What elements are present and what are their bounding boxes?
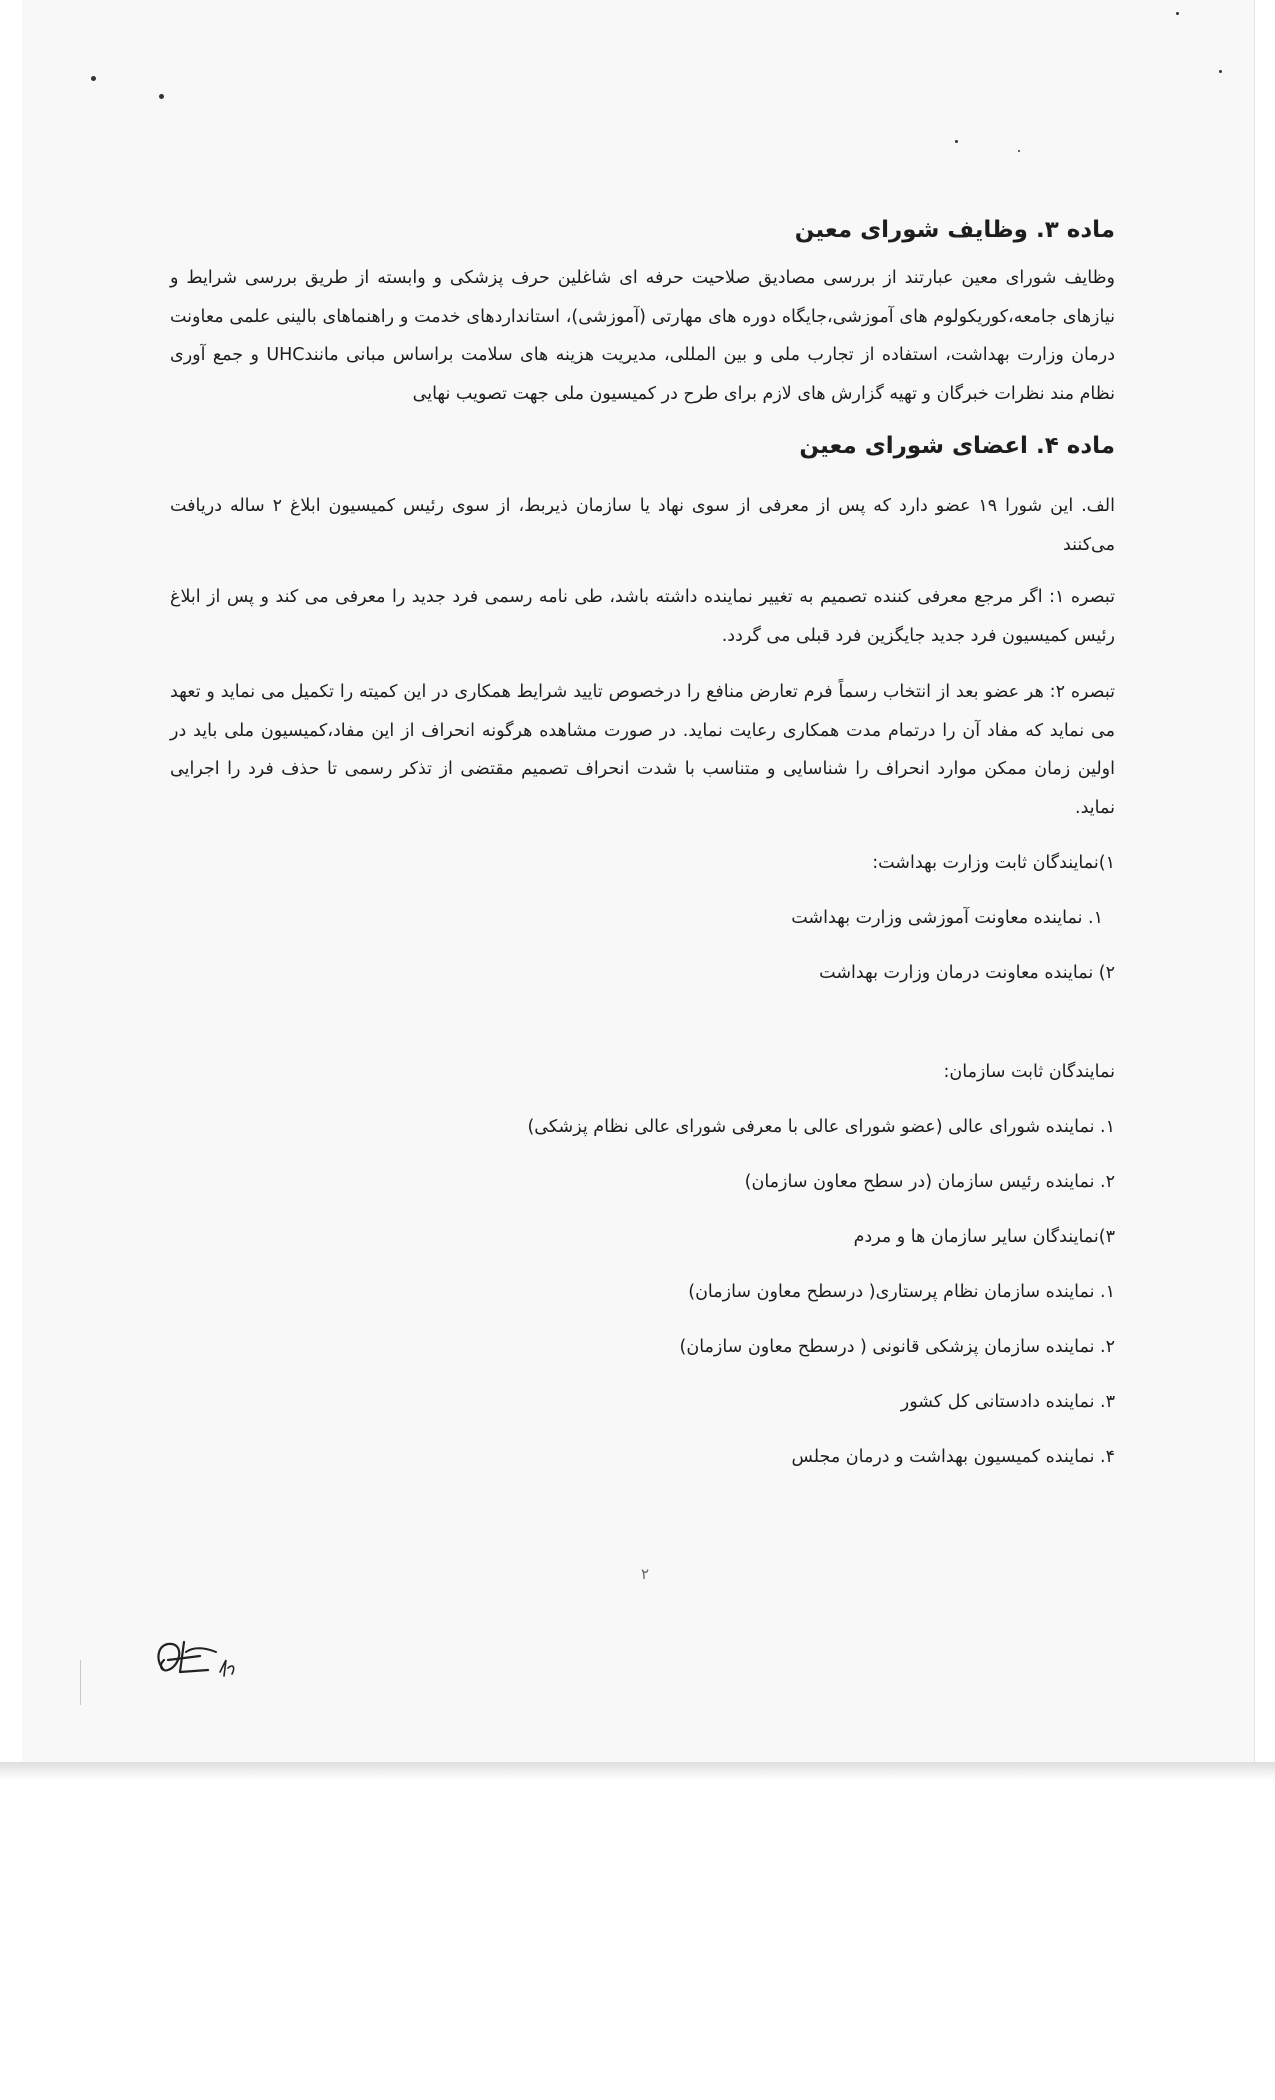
note-1: تبصره ۱: اگر مرجع معرفی کننده تصمیم به تغییر نماینده داشته باشد، طی نامه رسمی فرد جدید را معرفی می کند و پس از ابلاغ رئیس کمیسیون فرد جدید جایگزین فرد قبلی می گردد. [170, 587, 1115, 646]
scan-speck [1219, 70, 1222, 73]
group-organization-title: نمایندگان ثابت سازمان: [943, 1062, 1115, 1082]
list-item: ۱. نماینده معاونت آموزشی وزارت بهداشت [791, 908, 1103, 928]
scan-speck [1018, 150, 1020, 152]
list-item: ۲) نماینده معاونت درمان وزارت بهداشت [819, 963, 1115, 983]
group-ministry-title: ۱)نمایندگان ثابت وزارت بهداشت: [872, 853, 1115, 873]
clause-alef: الف. این شورا ۱۹ عضو دارد که پس از معرفی از سوی نهاد یا سازمان ذیربط، از سوی رئیس کمیسیون ابلاغ ۲ ساله دریافت می‌کنند [170, 496, 1115, 555]
list-item: ۴. نماینده کمیسیون بهداشت و درمان مجلس [791, 1447, 1115, 1467]
scan-speck [91, 76, 96, 81]
group-others-title: ۳)نمایندگان سایر سازمان ها و مردم [853, 1227, 1115, 1247]
list-item: ۱. نماینده شورای عالی (عضو شورای عالی با معرفی شورای عالی نظام پزشکی) [527, 1117, 1115, 1137]
scan-edge-mark [80, 1660, 81, 1705]
list-item: ۲. نماینده سازمان پزشکی قانونی ( درسطح معاون سازمان) [679, 1337, 1115, 1357]
article-4-heading: ماده ۴. اعضای شورای معین [799, 433, 1115, 459]
scan-speck [1176, 12, 1179, 15]
page-bottom-shadow [0, 1762, 1275, 1780]
list-item: ۳. نماینده دادستانی کل کشور [900, 1392, 1115, 1412]
note-2: تبصره ۲: هر عضو بعد از انتخاب رسماً فرم تعارض منافع را درخصوص تایید شرایط همکاری در این کمیته را تکمیل می نماید و تعهد می نماید که مفاد آن را درتمام مدت همکاری رعایت نماید. در صورت مشاهده هرگونه انحراف از این مفاد،کمیسیون ملی باید در اولین زمان ممکن موارد انحراف را شناسایی و متناسب با شدت انحراف تصمیم مقتضی از تذکر رسمی تا حذف فرد را اجرایی نماید. [170, 682, 1116, 818]
document-body [170, 215, 1115, 1469]
list-item: ۲. نماینده رئیس سازمان (در سطح معاون سازمان) [744, 1172, 1115, 1192]
scan-speck [159, 94, 164, 99]
article-3-heading: ماده ۳. وظایف شورای معین [794, 217, 1115, 243]
article-3-body: وظایف شورای معین عبارتند از بررسی مصادیق صلاحیت حرفه ای شاغلین حرف پزشکی و وابسته از طریق بررسی شرایط و نیازهای جامعه،کوریکولوم های آموزشی،جایگاه دوره های مهارتی (آموزشی)، استانداردهای خدمت و راهنماهای بالینی علمی معاونت درمان وزارت بهداشت، استفاده از تجارب ملی و بین المللی، مدیریت هزینه های سلامت براساس مبانی مانندUHC و جمع آوری نظام مند نظرات خبرگان و تهیه گزارش های لازم برای طرح در کمیسیون ملی جهت تصویب نهایی [170, 268, 1115, 404]
handwritten-signature [150, 1630, 250, 1690]
scan-speck [955, 140, 958, 143]
list-item: ۱. نماینده سازمان نظام پرستاری( درسطح معاون سازمان) [688, 1282, 1115, 1302]
page-number: ۲ [640, 1565, 650, 1583]
